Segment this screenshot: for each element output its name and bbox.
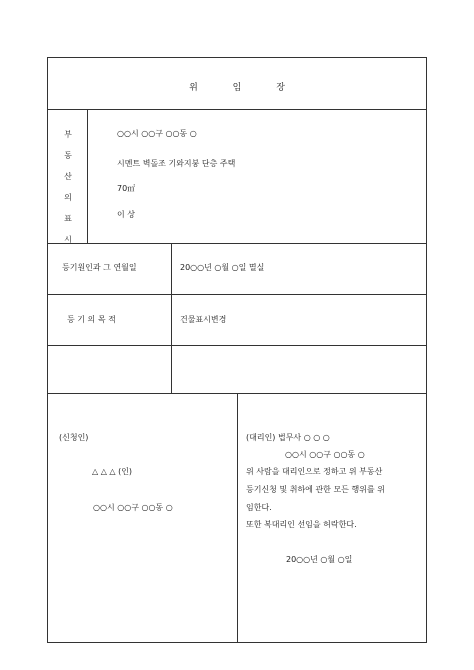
property-label-char: 의 bbox=[64, 193, 72, 202]
divider-cause bbox=[47, 294, 427, 295]
property-address: ○○시 ○○구 ○○동 ○ bbox=[117, 129, 197, 138]
title-char: 장 bbox=[276, 83, 285, 93]
agent-text-line: 임한다. bbox=[246, 503, 272, 512]
cause-label: 등기원인과 그 연월일 bbox=[62, 263, 137, 272]
agent-label: (대리인) 법무사 ○ ○ ○ bbox=[246, 433, 330, 442]
property-label-char: 표 bbox=[64, 214, 72, 223]
property-label-char: 산 bbox=[64, 172, 72, 181]
agent-text-line: 위 사람을 대리인으로 정하고 위 부동산 bbox=[246, 467, 383, 476]
agent-address: ○○시 ○○구 ○○동 ○ bbox=[285, 450, 365, 459]
divider-purpose bbox=[47, 345, 427, 346]
applicant-address: ○○시 ○○구 ○○동 ○ bbox=[93, 503, 173, 512]
property-label bbox=[64, 130, 72, 256]
purpose-label: 등 기 의 목 적 bbox=[67, 315, 116, 324]
applicant-name: △ △ △ (인) bbox=[92, 467, 133, 476]
property-label-char: 시 bbox=[64, 235, 72, 244]
divider-title bbox=[47, 109, 427, 110]
divider-signature bbox=[237, 393, 238, 643]
title-char: 임 bbox=[232, 83, 242, 93]
property-label-char: 부 bbox=[64, 130, 72, 139]
property-area: 70㎡ bbox=[117, 184, 136, 193]
property-end-mark: 이 상 bbox=[117, 210, 135, 219]
divider-property-label bbox=[87, 109, 88, 243]
agent-date: 20○○년 ○월 ○일 bbox=[286, 555, 353, 564]
property-structure: 시멘트 벽돌조 기와지붕 단층 주택 bbox=[117, 159, 236, 168]
agent-text-line: 등기신청 및 취하에 관한 모든 행위를 위 bbox=[246, 485, 385, 494]
divider-property bbox=[47, 243, 427, 244]
divider-rows-label bbox=[171, 243, 172, 393]
property-label-char: 동 bbox=[64, 151, 72, 160]
cause-value: 20○○년 ○월 ○일 멸실 bbox=[180, 263, 265, 272]
document-title bbox=[0, 80, 474, 93]
agent-text-line: 또한 복대리인 선임을 허락한다. bbox=[246, 520, 357, 529]
purpose-value: 건물표시변경 bbox=[180, 315, 227, 324]
title-char: 위 bbox=[189, 83, 198, 93]
applicant-label: (신청인) bbox=[59, 433, 89, 442]
